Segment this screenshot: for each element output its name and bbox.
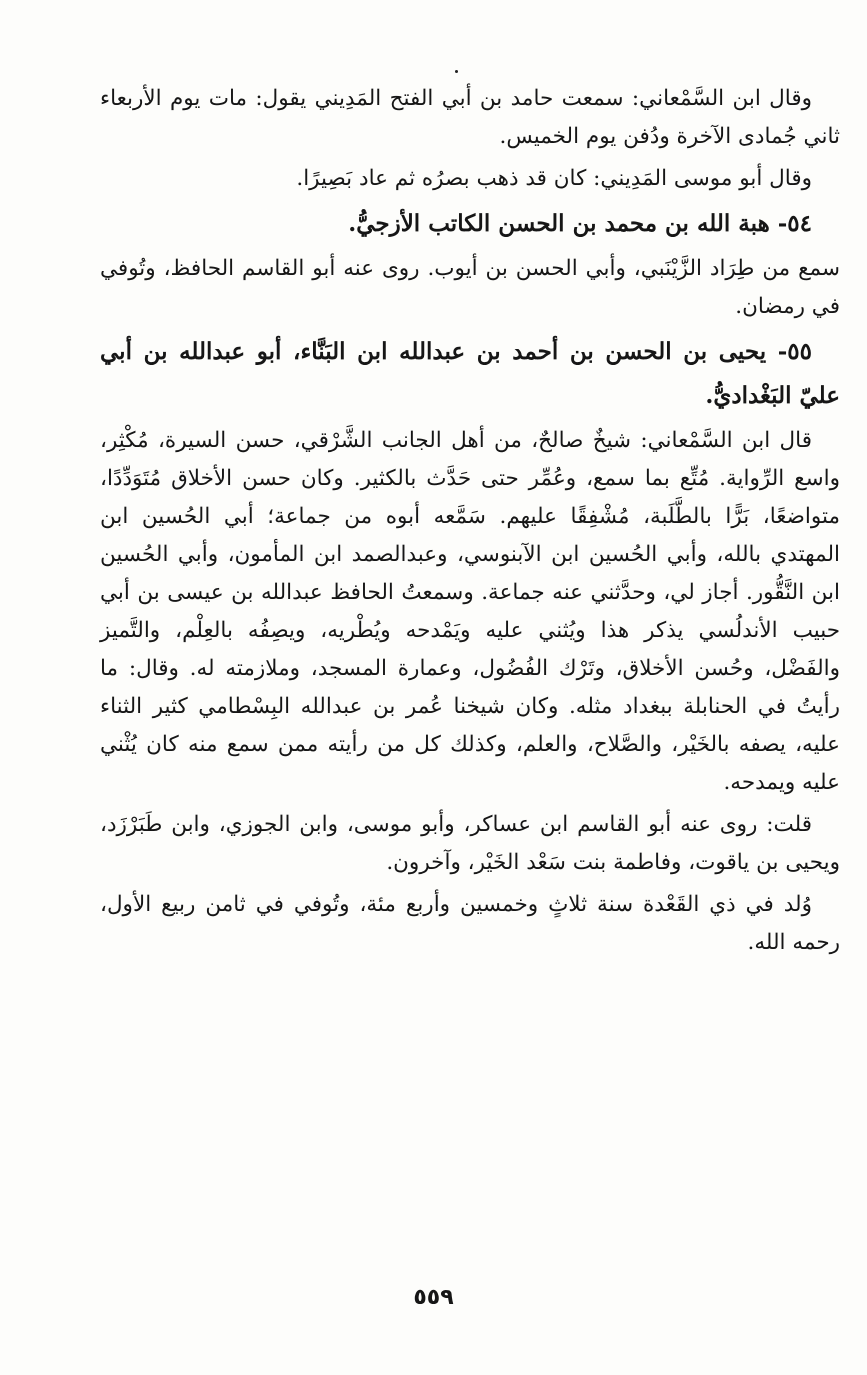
entry-title: يحيى بن الحسن بن أحمد بن عبدالله ابن البَنَّاء، أبو عبدالله بن أبي عليّ البَغْداديُّ.: [100, 338, 840, 409]
entry-title: هبة الله بن محمد بن الحسن الكاتب الأزجيُّ.: [348, 210, 770, 237]
entry-number: ٥٥-: [777, 338, 812, 365]
page-number: ٥٥٩: [413, 1285, 454, 1310]
entry-heading-55: [100, 330, 840, 418]
paragraph-samani-quote: وقال ابن السَّمْعاني: سمعت حامد بن أبي الفتح المَدِيني يقول: مات يوم الأربعاء ثاني جُمادى الآخرة ودُفن يوم الخميس.: [100, 86, 840, 149]
paragraph-entry-54: سمع من طِرَاد الزَّيْنَبي، وأبي الحسن بن أيوب. روى عنه أبو القاسم الحافظ، وتُوفي في رمضان.: [100, 256, 840, 319]
scan-mark: [455, 70, 458, 73]
paragraph-entry-55-narrators: قلت: روى عنه أبو القاسم ابن عساكر، وأبو موسى، وابن الجوزي، وابن طَبَرْزَد، ويحيى بن ياقوت، وفاطمة بنت سَعْد الخَيْر، وآخرون.: [100, 812, 840, 875]
entry-number: ٥٤-: [777, 210, 812, 237]
paragraph-entry-55-dates: وُلد في ذي القَعْدة سنة ثلاثٍ وخمسين وأربع مئة، وتُوفي في ثامن ربيع الأول، رحمه الله.: [100, 892, 840, 955]
paragraph-entry-55-bio: قال ابن السَّمْعاني: شيخٌ صالحٌ، من أهل الجانب الشَّرْقي، حسن السيرة، مُكْثِر، واسع الرِّواية. مُتِّع بما سمع، وعُمِّر حتى حَدَّث بالكثير. وكان حسن الأخلاق مُتَوَدِّدًا، متواضعًا، بَرًّا بالطَّلَبة، مُشْفِقًا عليهم. سَمَّعه أبوه من جماعة؛ أبي الحُسين ابن المهتدي بالله، وأبي الحُسين ابن الآبنوسي، وعبدالصمد ابن المأمون، وأبي الحُسين ابن النَّقُّور. أجاز لي، وحدَّثني عنه جماعة. وسمعتُ الحافظ عبدالله بن عيسى بن أبي حبيب الأندلُسي يذكر هذا ويُثني عليه ويَمْدحه ويُطْريه، ويصِفُه بالعِلْم، والتَّميز والفَضْل، وحُسن الأخلاق، وتَرْك الفُضُول، وعمارة المسجد، وملازمته له. وقال: ما رأيتُ في الحنابلة ببغداد مثله. وكان شيخنا عُمر بن عبدالله البِسْطامي كثير الثناء عليه، يصفه بالخَيْر، والصَّلاح، والعلم، وكذلك كل من رأيته ممن سمع منه كان يُثْني عليه ويمدحه.: [100, 428, 840, 795]
page-body: [100, 80, 840, 966]
paragraph-abu-musa: وقال أبو موسى المَدِيني: كان قد ذهب بصرُه ثم عاد بَصِيرًا.: [296, 166, 812, 191]
entry-heading-54: [100, 202, 840, 246]
